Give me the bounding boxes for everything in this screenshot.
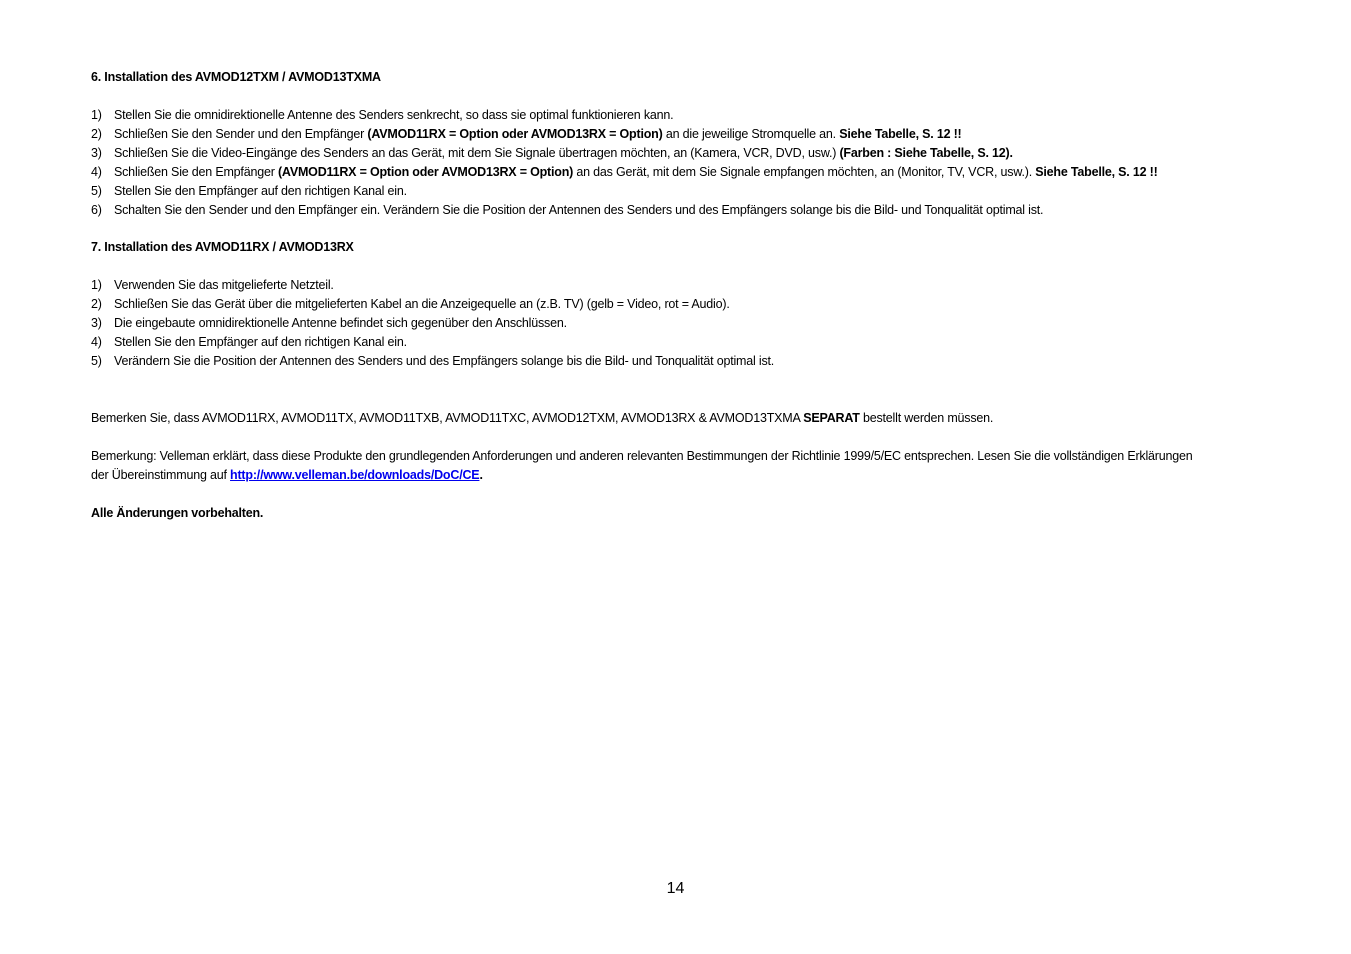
page-content: [91, 68, 1281, 523]
page-number: 14: [666, 880, 685, 897]
conformity-note: Bemerkung: Velleman erklärt, dass diese Produkte den grundlegenden Anforderungen und anderen relevanten Bestimmungen der Richtlinie 1999/5/EC entsprechen. Lesen Sie die vollständigen Erklärungen der Übereinstimmung auf http://www.velleman.be/downloads/DoC/CE.: [91, 449, 1193, 482]
list-item: 2) Schließen Sie den Sender und den Empfänger (AVMOD11RX = Option oder AVMOD13RX = Option) an die jeweilige Stromquelle an. Siehe Tabelle, S. 12 !!: [91, 127, 962, 141]
separate-order-note: Bemerken Sie, dass AVMOD11RX, AVMOD11TX, AVMOD11TXB, AVMOD11TXC, AVMOD12TXM, AVMOD13RX & AVMOD13TXMA SEPARAT bestellt werden müssen.: [91, 411, 994, 425]
list-item: 4) Schließen Sie den Empfänger (AVMOD11RX = Option oder AVMOD13RX = Option) an das Gerät, mit dem Sie Signale empfangen möchten, an (Monitor, TV, VCR, usw.). Siehe Tabelle, S. 12 !!: [91, 165, 1158, 179]
list-item: 1) Stellen Sie die omnidirektionelle Antenne des Senders senkrecht, so dass sie optimal funktionieren kann.: [91, 108, 674, 122]
list-item: 5) Stellen Sie den Empfänger auf den richtigen Kanal ein.: [91, 184, 407, 198]
closing-statement: Alle Änderungen vorbehalten.: [91, 506, 264, 520]
list-item: 6) Schalten Sie den Sender und den Empfänger ein. Verändern Sie die Position der Antennen des Senders und des Empfängers solange bis die Bild- und Tonqualität optimal ist.: [91, 203, 1044, 217]
list-item: 3) Die eingebaute omnidirektionelle Antenne befindet sich gegenüber den Anschlüssen.: [91, 316, 567, 330]
list-item: 3) Schließen Sie die Video-Eingänge des Senders an das Gerät, mit dem Sie Signale übertragen möchten, an (Kamera, VCR, DVD, usw.) (Farben : Siehe Tabelle, S. 12).: [91, 146, 1013, 160]
list-item: 5) Verändern Sie die Position der Antennen des Senders und des Empfängers solange bis die Bild- und Tonqualität optimal ist.: [91, 354, 775, 368]
section-6-list: [91, 106, 1281, 220]
list-item: 2) Schließen Sie das Gerät über die mitgelieferten Kabel an die Anzeigequelle an (z.B. TV) (gelb = Video, rot = Audio).: [91, 297, 730, 311]
list-item: 4) Stellen Sie den Empfänger auf den richtigen Kanal ein.: [91, 335, 407, 349]
section-7-list: [91, 276, 1281, 371]
section-6-heading: 6. Installation des AVMOD12TXM / AVMOD13TXMA: [91, 70, 381, 84]
section-7-heading: 7. Installation des AVMOD11RX / AVMOD13RX: [91, 240, 354, 254]
list-item: 1) Verwenden Sie das mitgelieferte Netzteil.: [91, 278, 334, 292]
doc-ce-link[interactable]: http://www.velleman.be/downloads/DoC/CE: [230, 468, 480, 482]
